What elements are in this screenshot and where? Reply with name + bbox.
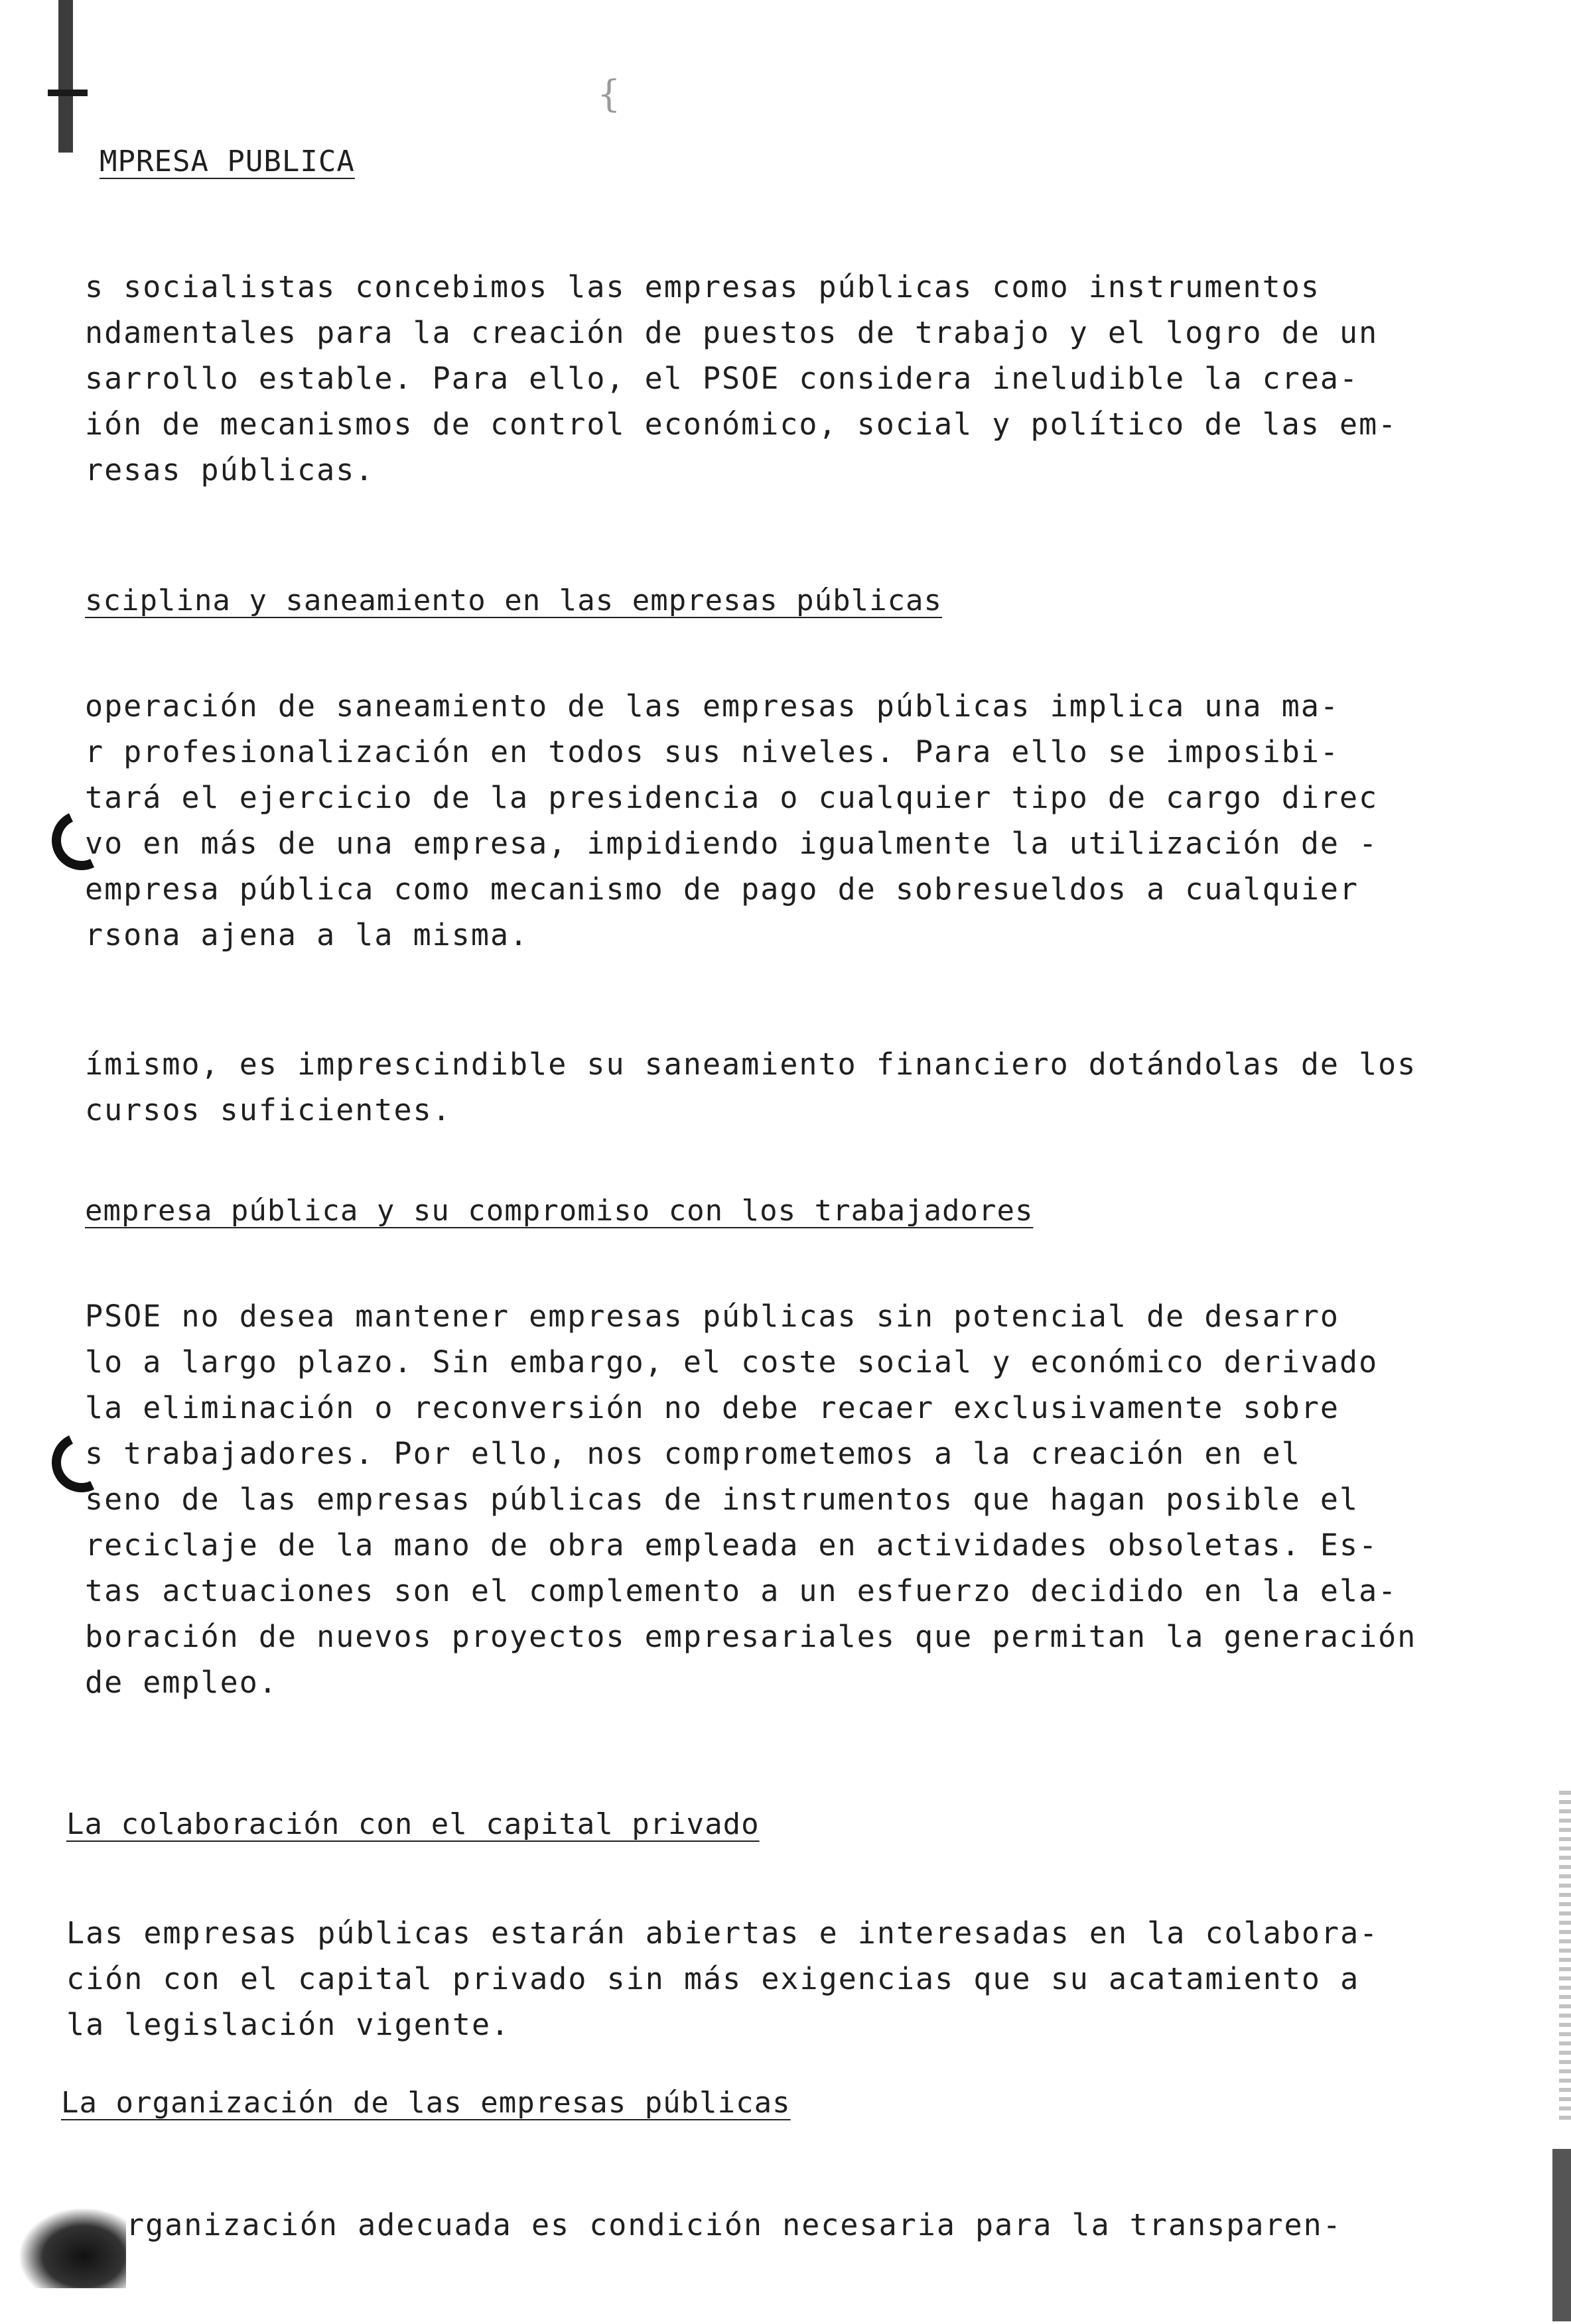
text-line: s socialistas concebimos las empresas públicas como instrumentos [85, 269, 1320, 304]
section-heading: sciplina y saneamiento en las empresas públicas [85, 584, 943, 617]
text-line: empresa pública como mecanismo de pago de sobresueldos a cualquier [85, 871, 1359, 907]
scan-edge-artifact [58, 0, 73, 153]
section-heading: La organización de las empresas públicas [61, 2086, 791, 2120]
paragraph [126, 2202, 1546, 2248]
text-line: boración de nuevos proyectos empresariales que permitan la generación [85, 1619, 1417, 1654]
paragraph [85, 683, 1505, 958]
text-line: ción con el capital privado sin más exigencias que su acatamiento a [66, 1961, 1360, 1996]
scan-edge-artifact [1559, 1791, 1571, 2122]
page-title: MPRESA PUBLICA [100, 145, 355, 178]
section-heading: La colaboración con el capital privado [66, 1807, 760, 1841]
text-line: s trabajadores. Por ello, nos comprometemos a la creación en el [85, 1436, 1301, 1471]
text-line: ión de mecanismos de control económico, social y político de las em- [85, 407, 1398, 442]
paragraph [85, 1293, 1505, 1705]
text-line: la legislación vigente. [66, 2007, 511, 2042]
paragraph [85, 264, 1505, 493]
text-line: ímismo, es imprescindible su saneamiento financiero dotándolas de los [85, 1047, 1417, 1082]
text-line: operación de saneamiento de las empresas públicas implica una ma- [85, 688, 1339, 724]
text-line: ndamentales para la creación de puestos de trabajo y el logro de un [85, 315, 1379, 350]
text-line: seno de las empresas públicas de instrumentos que hagan posible el [85, 1482, 1359, 1517]
text-line: lo a largo plazo. Sin embargo, el coste social y económico derivado [85, 1344, 1379, 1380]
scan-blot [20, 2209, 126, 2288]
text-line: sarrollo estable. Para ello, el PSOE considera ineludible la crea- [85, 361, 1359, 396]
text-line: tas actuaciones son el complemento a un esfuerzo decidido en la ela- [85, 1573, 1398, 1608]
text-line: cursos suficientes. [85, 1092, 452, 1128]
paragraph [66, 1910, 1486, 2047]
text-line: rsona ajena a la misma. [85, 917, 529, 952]
scan-edge-artifact [48, 90, 88, 96]
text-line: de empleo. [85, 1665, 278, 1700]
text-line: r profesionalización en todos sus niveles. Para ello se imposibi- [85, 734, 1339, 769]
scan-blot [1552, 2149, 1571, 2321]
faint-mark: { [597, 73, 621, 116]
text-line: la eliminación o reconversión no debe recaer exclusivamente sobre [85, 1390, 1339, 1425]
text-line: vo en más de una empresa, impidiendo igualmente la utilización de - [85, 826, 1379, 861]
text-line: resas públicas. [85, 452, 375, 487]
text-line: tará el ejercicio de la presidencia o cualquier tipo de cargo direc [85, 780, 1379, 815]
text-line: reciclaje de la mano de obra empleada en actividades obsoletas. Es- [85, 1527, 1379, 1563]
text-line: Las empresas públicas estarán abiertas e interesadas en la colabora- [66, 1915, 1379, 1951]
text-line: rganización adecuada es condición necesaria para la transparen- [126, 2207, 1342, 2242]
paragraph [85, 1041, 1505, 1133]
text-line: PSOE no desea mantener empresas públicas sin potencial de desarro [85, 1299, 1339, 1334]
section-heading: empresa pública y su compromiso con los trabajadores [85, 1194, 1034, 1228]
